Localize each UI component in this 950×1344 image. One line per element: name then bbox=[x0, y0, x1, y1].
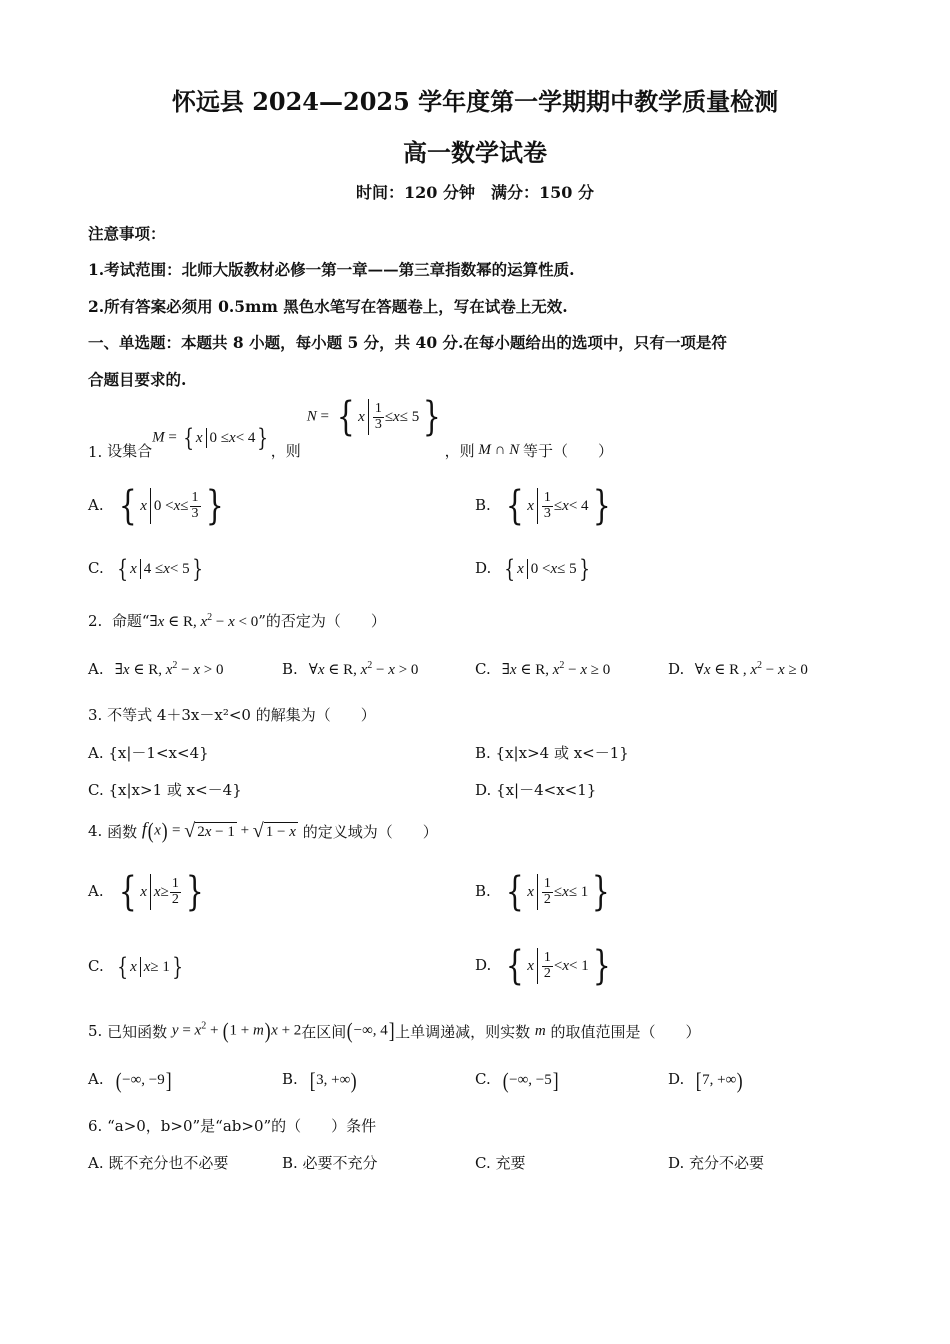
question-6-stem: 6. “a>0，b>0”是“ab>0”的（ ）条件 bbox=[88, 1117, 377, 1135]
q2-option-b[interactable]: B. ∀x ∈ R, $x^2 - x > 0$ bbox=[282, 660, 419, 678]
q6-option-a[interactable]: A. 既不充分也不必要 bbox=[88, 1154, 229, 1172]
q5-option-c[interactable]: C. (−∞, −5] bbox=[475, 1068, 559, 1093]
q2-option-a[interactable]: A. ∃x ∈ R, $x^2 - x > 0$ bbox=[88, 660, 224, 678]
q4-option-c[interactable]: C. { x x ≥ 1 } bbox=[88, 953, 183, 981]
q3-option-d[interactable]: D. {x|－4<x<1} bbox=[475, 781, 597, 799]
q6-option-c[interactable]: C. 充要 bbox=[475, 1154, 526, 1172]
note-item-2: 2.所有答案必须用 0.5mm 黑色水笔写在答题卷上，写在试卷上无效. bbox=[88, 297, 568, 316]
question-3-stem: 3. 不等式 4＋3x－x²<0 的解集为（ ） bbox=[88, 706, 376, 724]
q3-option-c[interactable]: C. {x|x>1 或 x<－4} bbox=[88, 781, 242, 799]
notes-heading: 注意事项： bbox=[88, 224, 166, 243]
q1-option-d[interactable]: D. { x 0 < x ≤ 5 } bbox=[475, 555, 590, 583]
q3-option-a[interactable]: A. {x|－1<x<4} bbox=[88, 744, 209, 762]
question-1-stem: 1. 设集合 M = { x 0 ≤ x < 4 } ，则 N = { x $\frac{1}{3}$ ≤ x ≤ 5 } ，则 M ∩ N 等于（ ） bbox=[88, 394, 614, 461]
set-m-expression: M = { x 0 ≤ x < 4 } bbox=[152, 424, 269, 452]
q2-option-c[interactable]: C. ∃x ∈ R, $x^2 - x \ge 0$ bbox=[475, 660, 611, 678]
q1-option-a[interactable]: A. { x 0 < x ≤ $\frac{1}{3}$ } bbox=[88, 483, 224, 529]
time-score-line: 时间：120 分钟 满分：150 分 bbox=[356, 183, 594, 202]
function-expression: f(x) = √ 2x − 1 + √ 1 − x bbox=[141, 818, 296, 843]
set-n-expression: N = { x $\frac{1}{3}$ ≤ x ≤ 5 } bbox=[306, 394, 441, 440]
q4-option-d[interactable]: D. { x $\frac{1}{2}$ < x < 1 } bbox=[475, 943, 611, 989]
q1-option-c[interactable]: C. { x 4 ≤ x < 5 } bbox=[88, 555, 203, 583]
q6-option-d[interactable]: D. 充分不必要 bbox=[668, 1154, 765, 1172]
section-1-heading: 一、单选题：本题共 8 小题，每小题 5 分，共 40 分.在每小题给出的选项中，只有一项是符 bbox=[88, 333, 727, 352]
q5-option-d[interactable]: D. [7, +∞) bbox=[668, 1068, 743, 1093]
q6-option-b[interactable]: B. 必要不充分 bbox=[282, 1154, 378, 1172]
note-item-1: 1.考试范围：北师大版教材必修一第一章——第三章指数幂的运算性质. bbox=[88, 260, 575, 279]
question-4-stem: 4. 函数 f(x) = √ 2x − 1 + √ 1 − x 的定义域为（ ） bbox=[88, 818, 438, 843]
q4-option-a[interactable]: A. { x x ≥ $\frac{1}{2}$ } bbox=[88, 869, 204, 915]
q3-option-b[interactable]: B. {x|x>4 或 x<－1} bbox=[475, 744, 629, 762]
q2-option-d[interactable]: D. ∀x ∈ R , $x^2 - x \ge 0$ bbox=[668, 660, 808, 678]
exam-subtitle: 高一数学试卷 bbox=[403, 138, 547, 167]
q5-option-a[interactable]: A. (−∞, −9] bbox=[88, 1068, 172, 1093]
question-5-stem: 5. 已知函数 $y = x^2 + (1 + m)x + 2$ 在区间 (−∞, 4] 上单调递减，则实数 m 的取值范围是（ ） bbox=[88, 1018, 701, 1043]
question-2-stem: 2. 命题“∃x ∈ R, $x^2 - x < 0$”的否定为（ ） bbox=[88, 612, 386, 630]
q5-option-b[interactable]: B. [3, +∞) bbox=[282, 1068, 357, 1093]
section-1-heading-cont: 合题目要求的. bbox=[88, 370, 187, 389]
function-y-expression: $y = x^2 + (1 + m)x + 2$ bbox=[171, 1018, 302, 1043]
exam-title: 怀远县 2024—2025 学年度第一学期期中教学质量检测 bbox=[171, 87, 779, 116]
q1-option-b[interactable]: B. { x $\frac{1}{3}$ ≤ x < 4 } bbox=[475, 483, 611, 529]
q4-option-b[interactable]: B. { x $\frac{1}{2}$ ≤ x ≤ 1 } bbox=[475, 869, 610, 915]
